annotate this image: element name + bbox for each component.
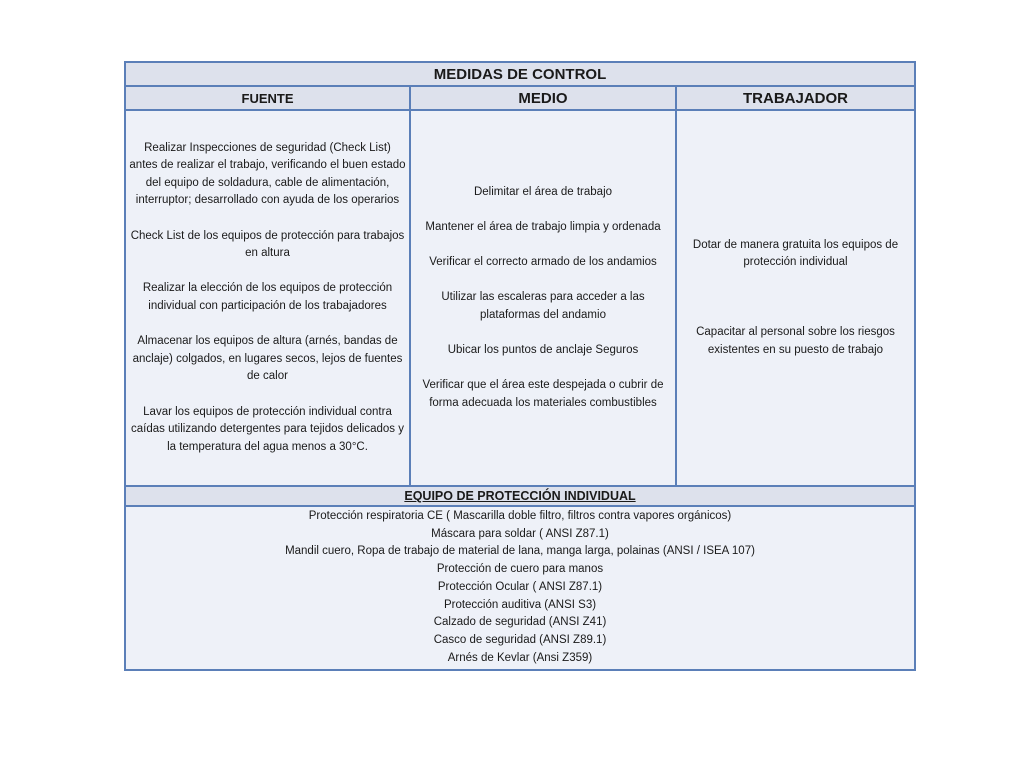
column-header-row: [126, 87, 914, 111]
fuente-item: Realizar Inspecciones de seguridad (Check List) antes de realizar el trabajo, verificando el buen estado del equipo de soldadura, cable de alimentación, interruptor; desarrollado con ayuda de los operarios: [129, 141, 406, 207]
epp-list: [126, 507, 914, 669]
epp-item: Arnés de Kevlar (Ansi Z359): [447, 651, 593, 664]
medio-item: Ubicar los puntos de anclaje Seguros: [447, 343, 639, 356]
epp-item: Protección respiratoria CE ( Mascarilla doble filtro, filtros contra vapores orgánicos): [308, 510, 732, 522]
fuente-item: Almacenar los equipos de altura (arnés, bandas de anclaje) colgados, en lugares secos, lejos de fuentes de calor: [132, 335, 403, 383]
epp-item: Mandil cuero, Ropa de trabajo de material de lana, manga larga, polainas (ANSI / ISEA 107): [285, 545, 755, 558]
trabajador-cell: [677, 111, 914, 485]
epp-item: Casco de seguridad (ANSI Z89.1): [433, 633, 607, 646]
medio-item: Mantener el área de trabajo limpia y ordenada: [425, 220, 661, 233]
medio-item: Verificar que el área este despejada o cubrir de forma adecuada los materiales combustibles: [422, 379, 664, 409]
epp-item: Calzado de seguridad (ANSI Z41): [433, 616, 607, 629]
trabajador-item: Capacitar al personal sobre los riesgos existentes en su puesto de trabajo: [696, 326, 895, 356]
epp-item: Protección de cuero para manos: [436, 563, 604, 576]
column-header-trabajador: TRABAJADOR: [743, 90, 848, 107]
epp-item: Protección auditiva (ANSI S3): [443, 598, 597, 611]
column-header-fuente: FUENTE: [126, 87, 411, 109]
fuente-item: Lavar los equipos de protección individual contra caídas utilizando detergentes para tejidos delicados y la temperatura del agua menos a 30°C.: [131, 405, 404, 453]
fuente-item: Realizar la elección de los equipos de protección individual con participación de los trabajadores: [142, 282, 393, 312]
medio-item: Utilizar las escaleras para acceder a las plataformas del andamio: [441, 291, 645, 321]
epp-item: Protección Ocular ( ANSI Z87.1): [437, 580, 603, 593]
trabajador-item: Dotar de manera gratuita los equipos de protección individual: [692, 238, 899, 269]
measures-row: [126, 111, 914, 487]
fuente-cell: [126, 111, 411, 485]
medio-item: Delimitar el área de trabajo: [473, 185, 613, 198]
control-measures-table: [124, 61, 916, 671]
fuente-item: Check List de los equipos de protección para trabajos en altura: [130, 229, 405, 260]
column-header-medio: MEDIO: [411, 87, 677, 109]
table-title: MEDIDAS DE CONTROL: [126, 63, 914, 87]
medio-cell: [411, 111, 677, 485]
epp-item: Máscara para soldar ( ANSI Z87.1): [431, 527, 609, 540]
epp-section-title: EQUIPO DE PROTECCIÓN INDIVIDUAL: [126, 487, 914, 507]
medio-item: Verificar el correcto armado de los andamios: [429, 256, 657, 269]
